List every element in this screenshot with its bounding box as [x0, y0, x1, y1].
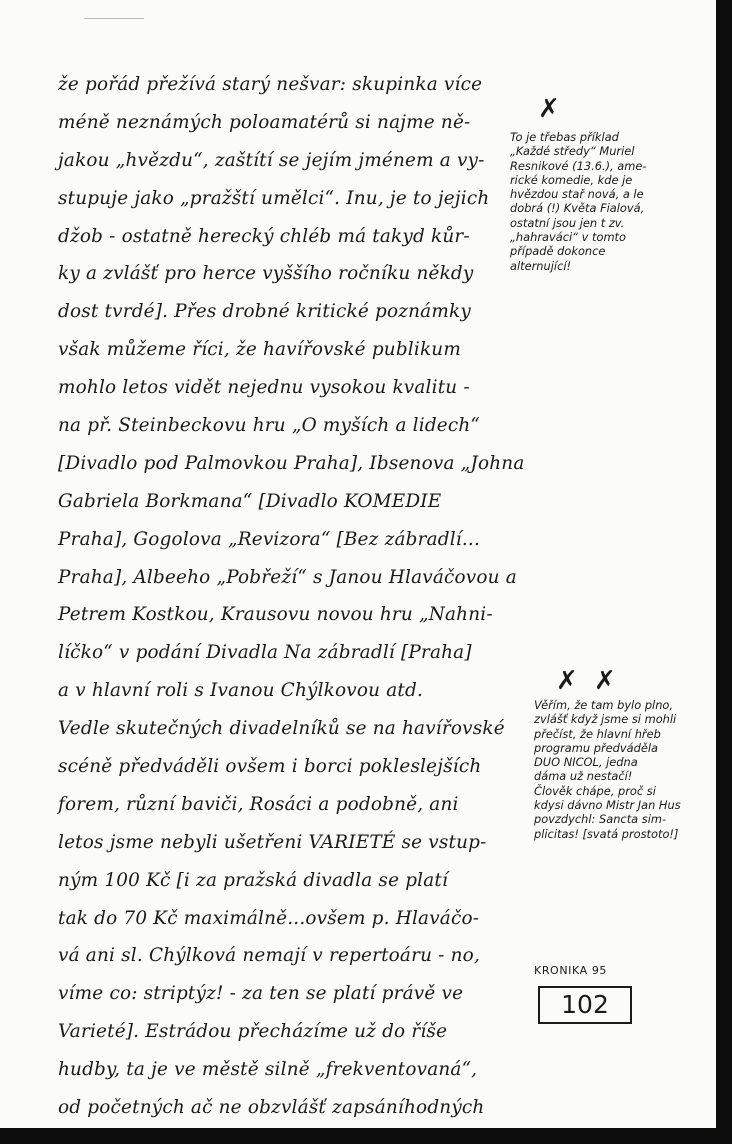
note-line: Resnikové (13.6.), ame- [510, 158, 647, 173]
note-line: dobrá (!) Květa Fialová, [510, 201, 645, 216]
text-line: však můžeme říci, že havířovské publikum [58, 339, 461, 361]
text-line: dost tvrdé]. Přes drobné kritické poznámky [58, 301, 471, 323]
text-line: ným 100 Kč [i za pražská divadla se platí [58, 869, 449, 891]
text-line: hudby, ta je ve městě silně „frekventovaná“, [58, 1059, 478, 1081]
note-line: To je třebas příklad [510, 130, 619, 144]
text-line: víme co: striptýz! - za ten se platí právě ve [58, 983, 464, 1005]
note-line: hvězdou stař nová, a le [510, 187, 644, 202]
footnote-marker-icon: ✗ [594, 666, 616, 696]
text-line: Varieté]. Estrádou přecházíme už do říše [58, 1021, 448, 1043]
note-line: programu předváděla [534, 740, 658, 755]
text-line: tak do 70 Kč maximálně...ovšem p. Hlaváčo- [58, 907, 480, 929]
margin-note-1 [510, 130, 710, 273]
text-line: mohlo letos vidět nejednu vysokou kvalitu - [58, 377, 470, 399]
text-line: vá ani sl. Chýlková nemají v repertoáru - no, [58, 945, 480, 967]
margin-note-2 [534, 698, 732, 841]
text-line: [Divadlo pod Palmovkou Praha], Ibsenova „Johna [58, 452, 525, 474]
text-line: stupuje jako „pražští umělci“. Inu, je to jejich [58, 187, 490, 209]
note-line: Člověk chápe, proč si [534, 783, 656, 798]
note-line: případě dokonce [510, 244, 606, 259]
text-line: na př. Steinbeckovu hru „O myších a lidech“ [58, 415, 481, 437]
text-line: Gabriela Borkmana“ [Divadlo KOMEDIE [58, 490, 442, 512]
note-line: alternující! [510, 258, 572, 273]
text-line: forem, různí baviči, Rosáci a podobně, ani [58, 793, 459, 815]
note-line: DUO NICOL, jedna [534, 755, 638, 770]
chronicle-label: KRONIKA 95 [534, 964, 608, 977]
text-line: Praha], Gogolova „Revizora“ [Bez zábradlí... [58, 528, 481, 550]
text-line: že pořád přežívá starý nešvar: skupinka více [58, 74, 483, 95]
text-line: džob - ostatně herecký chléb má takyd kůr- [58, 225, 470, 247]
text-line: líčko“ v podání Divadla Na zábradlí [Praha] [58, 642, 472, 664]
footnote-marker-icon: ✗ [556, 666, 578, 696]
page-number-box: 102 [538, 986, 632, 1024]
text-line: jakou „hvězdu“, zaštítí se jejím jménem a vy- [58, 149, 485, 171]
text-line: od početných ač ne obzvlášť zapsáníhodných [58, 1097, 485, 1119]
text-line: Praha], Albeeho „Pobřeží“ s Janou Hlaváčovou a [58, 566, 517, 588]
note-line: „hahraváci“ v tomto [510, 230, 626, 245]
note-line: „Každé středy“ Muriel [510, 144, 635, 159]
note-line: kdysi dávno Mistr Jan Hus [534, 798, 681, 813]
note-line: rické komedie, kde je [510, 172, 633, 187]
text-line: Petrem Kostkou, Krausovu novou hru „Nahni- [58, 604, 493, 626]
top-scan-mark [84, 18, 144, 19]
note-line: Věřím, že tam bylo plno, [534, 698, 674, 712]
note-line: zvlášť když jsme si mohli [534, 712, 677, 727]
note-line: dáma už nestačí! [534, 769, 633, 784]
scan-edge-right [716, 0, 732, 1144]
note-line: povzdychl: Sancta sim- [534, 812, 667, 827]
note-line: přečíst, že hlavní hřeb [534, 726, 661, 741]
note-line: plicitas! [svatá prostoto!] [534, 826, 679, 841]
text-line: letos jsme nebyli ušetřeni VARIETÉ se vstup- [58, 831, 487, 853]
footnote-marker-icon: ✗ [538, 94, 560, 124]
text-line: scéně předváděli ovšem i borci pokleslejších [58, 756, 482, 778]
scan-edge-bottom [0, 1128, 732, 1144]
text-line: Vedle skutečných divadelníků se na havířovské [58, 718, 505, 740]
text-line: ky a zvlášť pro herce vyššího ročníku někdy [58, 263, 474, 285]
note-line: ostatní jsou jen t zv. [510, 215, 625, 230]
main-handwritten-text [58, 66, 528, 1127]
text-line: a v hlavní roli s Ivanou Chýlkovou atd. [58, 680, 424, 702]
text-line: méně neznámých poloamatérů si najme ně- [58, 111, 471, 133]
